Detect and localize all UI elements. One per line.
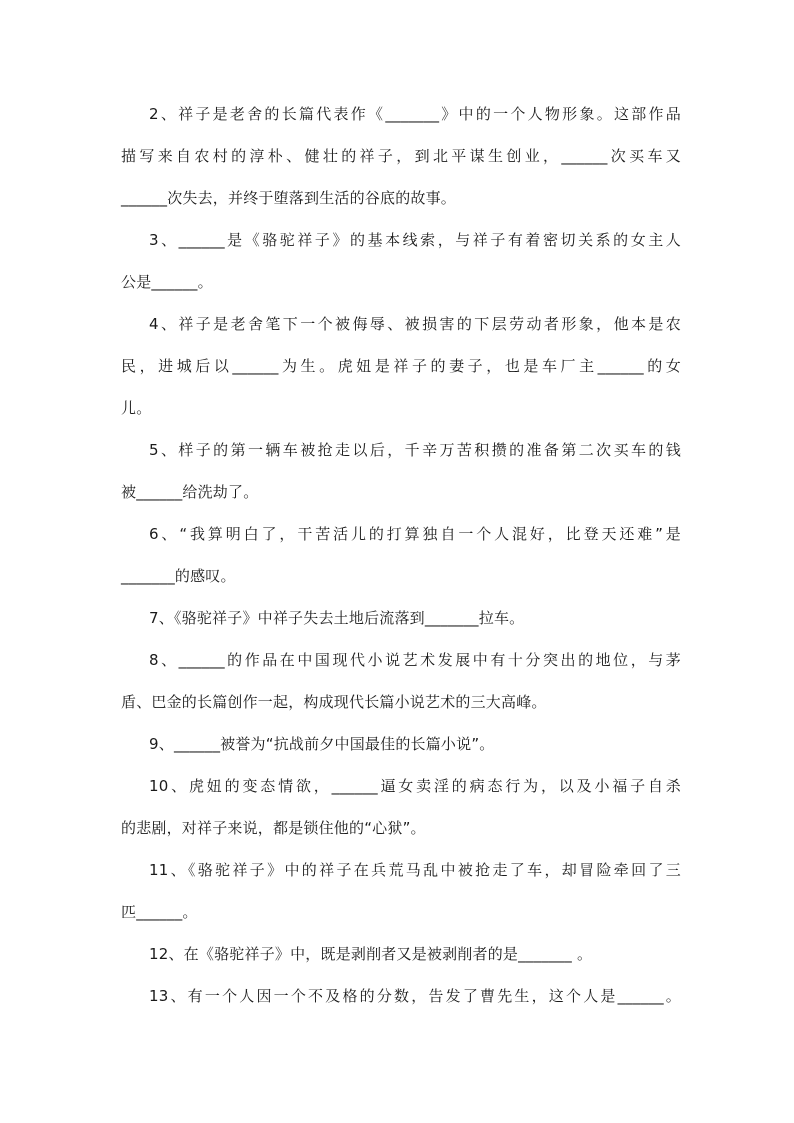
question-4-line-1: 4、祥子是老舍笔下一个被侮辱、被损害的下层劳动者形象，他本是农 — [149, 315, 681, 333]
question-4-line-2: 民，进城后以______为生。虎妞是祥子的妻子，也是车厂主______的女 — [121, 357, 681, 375]
question-6-line-1: 6、“我算明白了，干苦活儿的打算独自一个人混好，比登天还难”是 — [149, 525, 681, 543]
question-7-line-1: 7、《骆驼祥子》中祥子失去土地后流落到_______拉车。 — [149, 609, 525, 627]
question-13-line-1: 13、有一个人因一个不及格的分数，告发了曹先生，这个人是______。 — [149, 987, 681, 1005]
question-2-line-1: 2、祥子是老舍的长篇代表作《_______》中的一个人物形象。这部作品 — [149, 105, 681, 123]
question-3-line-2: 公是______。 — [121, 273, 213, 291]
question-5-line-2: 被______给洗劫了。 — [121, 483, 259, 501]
question-5-line-1: 5、样子的第一辆车被抢走以后，千辛万苦积攒的准备第二次买车的钱 — [149, 441, 681, 459]
question-4-line-3: 儿。 — [121, 399, 152, 417]
question-11-line-2: 匹______。 — [121, 903, 198, 921]
question-11-line-1: 11、《骆驼祥子》中的祥子在兵荒马乱中被抢走了车，却冒险牵回了三 — [149, 861, 681, 879]
question-12-line-1: 12、在《骆驼祥子》中，既是剥削者又是被剥削者的是_______ 。 — [149, 945, 593, 963]
question-2-line-2: 描写来自农村的淳朴、健壮的祥子，到北平谋生创业，______次买车又 — [121, 147, 681, 165]
question-3-line-1: 3、______是《骆驼祥子》的基本线索，与祥子有着密切关系的女主人 — [149, 231, 681, 249]
question-2-line-3: ______次失去，并终于堕落到生活的谷底的故事。 — [121, 189, 457, 207]
question-8-line-2: 盾、巴金的长篇创作一起，构成现代长篇小说艺术的三大高峰。 — [121, 693, 547, 711]
question-9-line-1: 9、______被誉为“抗战前夕中国最佳的长篇小说”。 — [149, 735, 495, 753]
question-6-line-2: _______的感叹。 — [121, 567, 236, 585]
question-10-line-1: 10、虎妞的变态情欲，______逼女卖淫的病态行为，以及小福子自杀 — [149, 777, 681, 795]
question-8-line-1: 8、______的作品在中国现代小说艺术发展中有十分突出的地位，与茅 — [149, 651, 681, 669]
question-10-line-2: 的悲剧，对祥子来说，都是锁住他的“心狱”。 — [121, 819, 426, 837]
